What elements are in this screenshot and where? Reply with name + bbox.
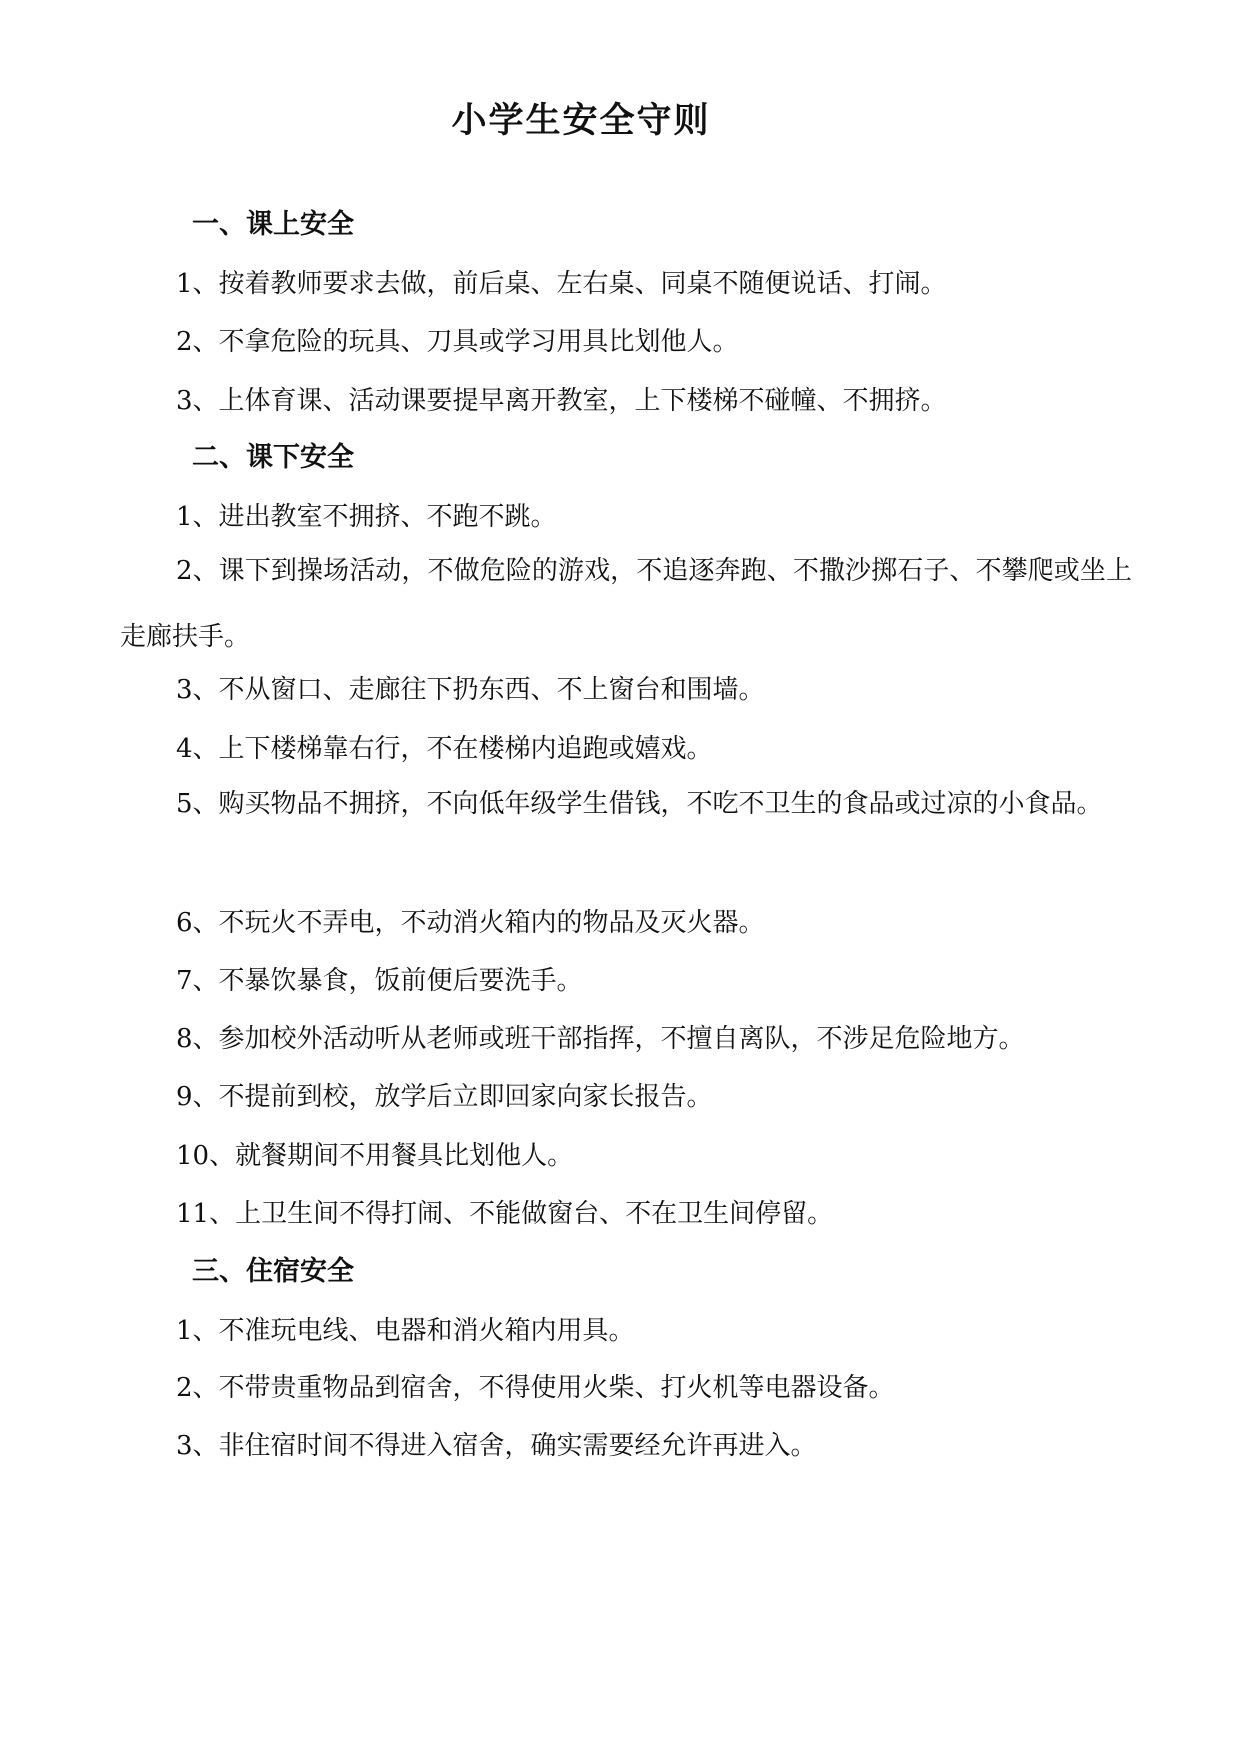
list-item: 8、参加校外活动听从老师或班干部指挥，不擅自离队，不涉足危险地方。: [176, 1024, 1025, 1054]
list-item: 4、上下楼梯靠右行，不在楼梯内追跑或嬉戏。: [176, 734, 713, 764]
list-item: 3、不从窗口、走廊往下扔东西、不上窗台和围墙。: [176, 675, 765, 705]
list-item: 3、非住宿时间不得进入宿舍，确实需要经允许再进入。: [176, 1431, 817, 1461]
page-title: 小学生安全守则: [451, 100, 711, 141]
list-item: 2、不拿危险的玩具、刀具或学习用具比划他人。: [176, 327, 739, 357]
list-item: 3、上体育课、活动课要提早离开教室，上下楼梯不碰幢、不拥挤。: [176, 386, 947, 416]
list-item: 2、课下到操场活动，不做危险的游戏，不追逐奔跑、不撒沙掷石子、不攀爬或坐上走廊扶手。: [120, 556, 1132, 652]
list-item: 11、上卫生间不得打闹、不能做窗台、不在卫生间停留。: [176, 1199, 834, 1229]
section-heading-class-safety: 一、课上安全: [192, 209, 354, 240]
list-item: 7、不暴饮暴食，饭前便后要洗手。: [176, 966, 583, 996]
list-item: 1、按着教师要求去做，前后桌、左右桌、同桌不随便说话、打闹。: [176, 269, 947, 299]
list-item: 9、不提前到校，放学后立即回家向家长报告。: [176, 1082, 713, 1112]
section-heading-dorm-safety: 三、住宿安全: [192, 1256, 354, 1287]
section-heading-break-safety: 二、课下安全: [192, 442, 354, 473]
list-item: 10、就餐期间不用餐具比划他人。: [176, 1141, 574, 1171]
list-item: 1、进出教室不拥挤、不跑不跳。: [176, 502, 557, 532]
list-item: 2、不带贵重物品到宿舍，不得使用火柴、打火机等电器设备。: [176, 1373, 895, 1403]
list-item: 1、不准玩电线、电器和消火箱内用具。: [176, 1316, 635, 1346]
list-item: 5、购买物品不拥挤，不向低年级学生借钱，不吃不卫生的食品或过凉的小食品。: [176, 789, 1103, 819]
list-item: 6、不玩火不弄电，不动消火箱内的物品及灭火器。: [176, 908, 765, 938]
